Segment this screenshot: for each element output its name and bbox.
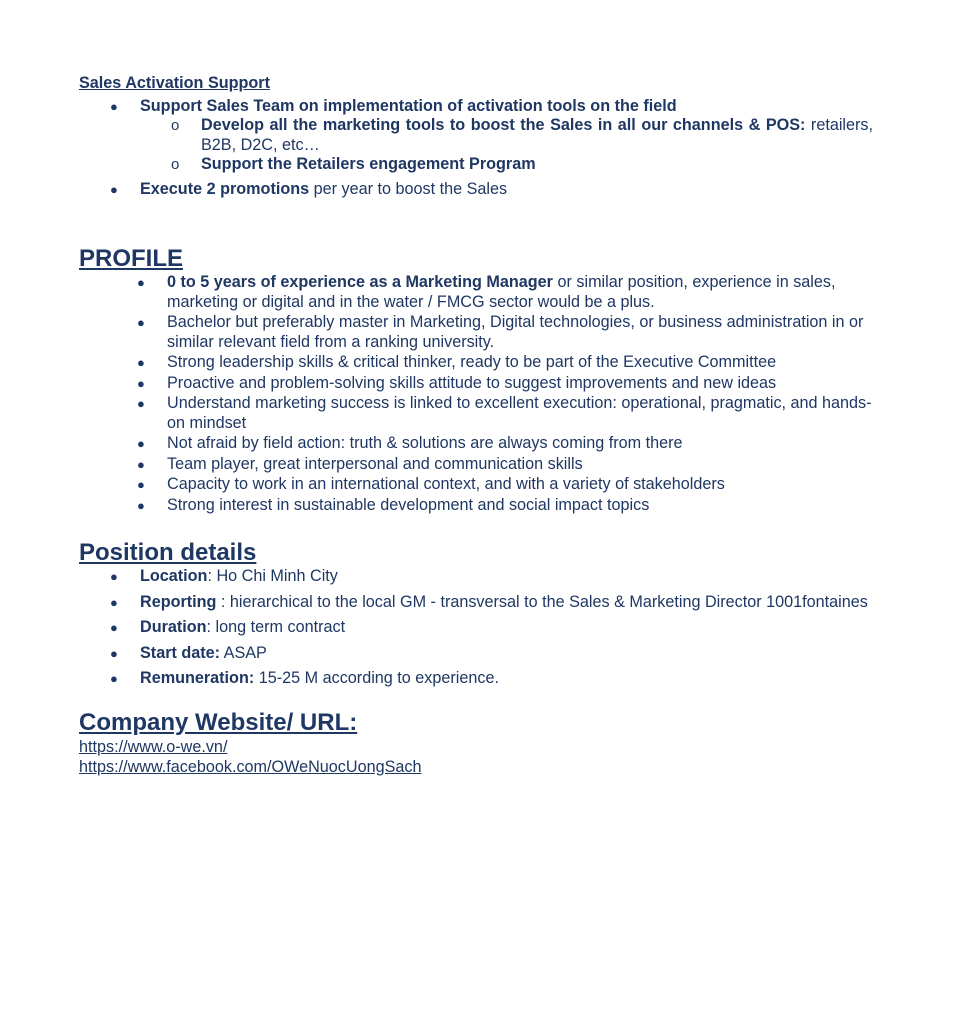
list-item	[79, 116, 873, 155]
item-text: : hierarchical to the local GM - transversal to the Sales & Marketing Director 1001fontaines	[216, 592, 868, 611]
list-item	[79, 496, 873, 516]
bullet-icon: ●	[137, 396, 145, 411]
list-item	[79, 669, 873, 689]
list-item	[79, 434, 873, 454]
item-text: Strong leadership skills & critical thinker, ready to be part of the Executive Committee	[167, 353, 777, 371]
list-item	[79, 475, 873, 495]
bullet-icon: ●	[137, 355, 145, 370]
item-text: 15-25 M according to experience.	[254, 669, 499, 687]
circle-bullet-icon: o	[171, 156, 180, 173]
list-item	[79, 374, 873, 394]
list-item	[79, 618, 873, 638]
item-bold: Start date:	[140, 643, 221, 662]
item-bold: 0 to 5 years of experience as a Marketing Manager	[167, 273, 553, 291]
item-text: : long term contract	[206, 618, 346, 636]
sales-sublist	[79, 116, 873, 175]
item-text: : Ho Chi Minh City	[207, 567, 338, 585]
sales-list-2	[79, 180, 873, 200]
item-text: or similar position, experience in sales, marketing or digital and in the water / FMCG sector would be a plus.	[167, 273, 836, 311]
position-heading: Position details	[79, 539, 257, 566]
list-item	[79, 97, 873, 117]
item-bold: Reporting	[140, 592, 217, 611]
sales-list	[79, 97, 873, 117]
position-list	[79, 567, 873, 689]
item-text: Capacity to work in an international context, and with a variety of stakeholders	[167, 475, 725, 493]
bullet-icon: ●	[110, 620, 118, 635]
sales-activation-heading: Sales Activation Support	[79, 74, 270, 92]
item-bold: Develop all the marketing tools to boost the Sales in all our channels & POS:	[201, 116, 806, 134]
item-text: per year to boost the Sales	[309, 179, 508, 198]
bullet-icon: ●	[110, 181, 118, 197]
item-text: Strong interest in sustainable development and social impact topics	[167, 495, 650, 514]
profile-heading: PROFILE	[79, 245, 184, 272]
item-text: Proactive and problem-solving skills attitude to suggest improvements and new ideas	[167, 373, 777, 392]
item-bold: Support the Retailers engagement Program	[201, 155, 536, 173]
list-item	[79, 567, 873, 587]
facebook-link[interactable]: https://www.facebook.com/OWeNuocUongSach	[79, 757, 422, 776]
bullet-icon: ●	[137, 375, 145, 391]
bullet-icon: ●	[110, 645, 118, 661]
list-item	[79, 644, 873, 664]
bullet-icon: ●	[137, 315, 145, 330]
item-text: Bachelor but preferably master in Marketing, Digital technologies, or business administration in or similar relevant field from a ranking university.	[167, 313, 864, 351]
bullet-icon: ●	[137, 456, 145, 472]
list-item	[79, 394, 873, 433]
bullet-icon: ●	[137, 275, 145, 290]
item-text: Team player, great interpersonal and communication skills	[167, 454, 583, 473]
list-item	[79, 353, 873, 373]
profile-list	[79, 273, 873, 515]
bullet-icon: ●	[137, 477, 145, 492]
website-link[interactable]: https://www.o-we.vn/	[79, 737, 228, 756]
item-bold: Execute 2 promotions	[140, 179, 310, 198]
item-bold: Duration	[140, 618, 207, 636]
item-text: Not afraid by field action: truth & solutions are always coming from there	[167, 434, 683, 452]
document-page	[79, 74, 873, 777]
bullet-icon: ●	[137, 436, 145, 451]
bullet-icon: ●	[137, 497, 145, 513]
list-item	[79, 155, 873, 175]
list-item	[79, 593, 873, 613]
item-bold: Support Sales Team on implementation of activation tools on the field	[140, 96, 677, 115]
item-text: retailers, B2B, D2C, etc…	[201, 116, 873, 154]
website-heading: Company Website/ URL:	[79, 708, 358, 736]
item-text: Understand marketing success is linked to excellent execution: operational, pragmatic, and hands-on mindset	[167, 394, 872, 432]
list-item	[79, 180, 873, 200]
bullet-icon: ●	[110, 671, 118, 686]
bullet-icon: ●	[110, 594, 118, 610]
list-item	[79, 313, 873, 352]
list-item	[79, 273, 873, 312]
item-text: ASAP	[220, 643, 267, 662]
bullet-icon: ●	[110, 98, 118, 114]
bullet-icon: ●	[110, 569, 118, 584]
circle-bullet-icon: o	[171, 117, 180, 134]
item-bold: Location	[140, 567, 208, 585]
item-bold: Remuneration:	[140, 669, 255, 687]
list-item	[79, 455, 873, 475]
